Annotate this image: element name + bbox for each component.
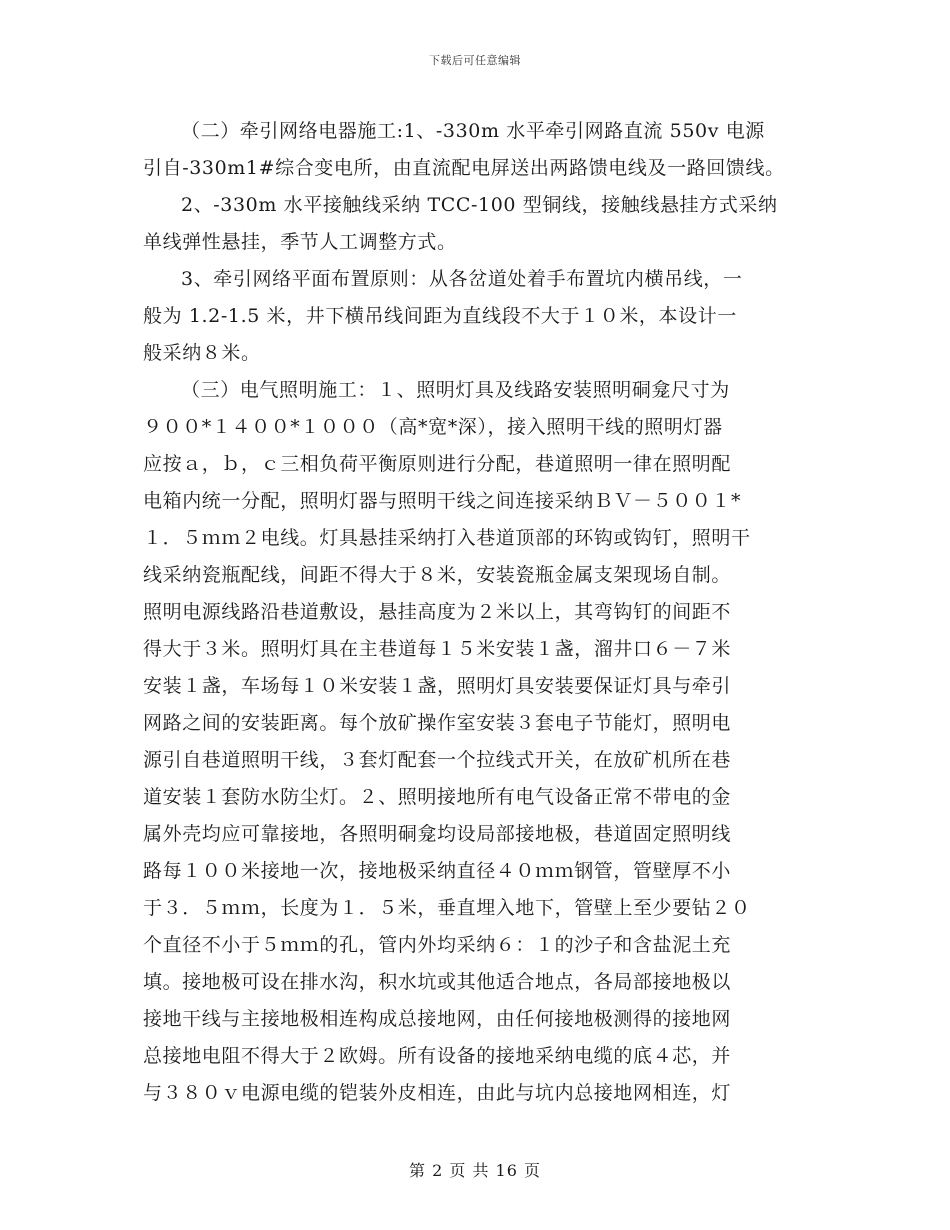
paragraph-line: 安装１盏，车场每１０米安装１盏，照明灯具安装要保证灯具与牵引: [143, 675, 732, 697]
paragraph-line: 道安装１套防水防尘灯。２、照明接地所有电气设备正常不带电的金: [143, 786, 732, 808]
paragraph-line: 得大于３米。照明灯具在主巷道每１５米安装１盏，溜井口６－７米: [143, 638, 732, 660]
paragraph-line: １．５ｍｍ２电线。灯具悬挂采纳打入巷道顶部的环钩或钩钉，照明干: [143, 527, 751, 549]
paragraph-line: （二）牵引网络电器施工:1、-330m 水平牵引网路直流 550v 电源: [181, 120, 765, 142]
paragraph-line: 照明电源线路沿巷道敷设，悬挂高度为２米以上，其弯钩钉的间距不: [143, 601, 732, 623]
paragraph-line: 于３．５ｍｍ，长度为１．５米，垂直埋入地下，管壁上至少要钻２０: [143, 897, 751, 919]
paragraph-line: 个直径不小于５ｍｍ的孔，管内外均采纳６：１的沙子和含盐泥土充: [143, 934, 732, 956]
paragraph-line: 应按ａ，ｂ，ｃ三相负荷平衡原则进行分配，巷道照明一律在照明配: [143, 453, 732, 475]
paragraph-line: 网路之间的安装距离。每个放矿操作室安装３套电子节能灯，照明电: [143, 712, 732, 734]
paragraph-line: 线采纳瓷瓶配线，间距不得大于８米，安装瓷瓶金属支架现场自制。: [143, 564, 732, 586]
paragraph-line: 引自-330m1#综合变电所，由直流配电屏送出两路馈电线及一路回馈线。: [143, 157, 785, 179]
paragraph-line: 源引自巷道照明干线，３套灯配套一个拉线式开关，在放矿机所在巷: [143, 749, 732, 771]
paragraph-line: 接地干线与主接地极相连构成总接地网，由任何接地极测得的接地网: [143, 1008, 732, 1030]
paragraph-line: 般采纳８米。: [143, 342, 261, 364]
paragraph-line: （三）电气照明施工：１、照明灯具及线路安装照明硐龛尺寸为: [181, 379, 730, 401]
paragraph-line: 3、牵引网络平面布置原则：从各岔道处着手布置坑内横吊线，一: [181, 268, 743, 290]
paragraph-line: 总接地电阻不得大于２欧姆。所有设备的接地采纳电缆的底４芯，并: [143, 1045, 732, 1067]
paragraph-line: 单线弹性悬挂，季节人工调整方式。: [143, 231, 457, 253]
page-header: 下载后可任意编辑: [429, 54, 521, 67]
paragraph-line: 路每１００米接地一次，接地极采纳直径４０ｍｍ钢管，管壁厚不小: [143, 860, 732, 882]
paragraph-line: 与３８０ｖ电源电缆的铠装外皮相连，由此与坑内总接地网相连，灯: [143, 1082, 732, 1104]
paragraph-line: 电箱内统一分配，照明灯器与照明干线之间连接采纳ＢＶ－５００１*: [143, 490, 742, 512]
paragraph-line: 填。接地极可设在排水沟，积水坑或其他适合地点，各局部接地极以: [143, 971, 732, 993]
document-body: [143, 113, 823, 1112]
paragraph-line: ９００*１４００*１０００（高*宽*深），接入照明干线的照明灯器: [143, 416, 723, 438]
paragraph-line: 般为 1.2-1.5 米，井下横吊线间距为直线段不大于１０米，本设计一: [143, 305, 737, 327]
paragraph-line: 属外壳均应可靠接地，各照明硐龛均设局部接地极，巷道固定照明线: [143, 823, 732, 845]
page-number: 第 2 页 共 16 页: [409, 1161, 541, 1180]
paragraph-line: 2、-330m 水平接触线采纳 TCC-100 型铜线，接触线悬挂方式采纳: [181, 194, 778, 216]
